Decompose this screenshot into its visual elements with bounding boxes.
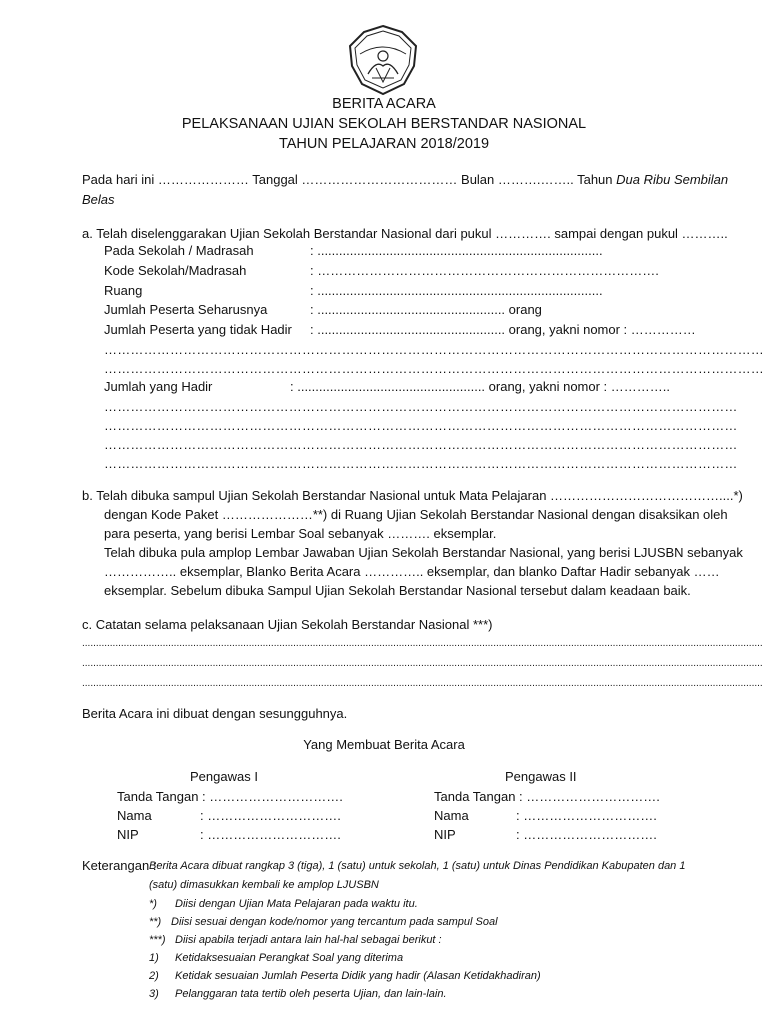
note-text: Ketidak sesuaian Jumlah Peserta Didik yang hadir (Alasan Ketidakhadiran) xyxy=(175,970,541,982)
tut-wuri-handayani-logo xyxy=(346,24,420,96)
dotted-line: ..................................................................................................................................................................................................................................................... xyxy=(82,678,763,689)
field-label-hadir: Jumlah yang Hadir xyxy=(104,379,213,394)
field-value-hadir: : .................................................... orang, yakni nomor : ………….. xyxy=(290,379,670,394)
section-b-line3: para peserta, yang berisi Lembar Soal sebanyak ………. eksemplar. xyxy=(104,526,497,541)
note-text: Ketidaksesuaian Perangkat Soal yang diterima xyxy=(175,952,404,964)
note-text: Pelanggaran tata tertib oleh peserta Ujian, dan lain-lain. xyxy=(175,988,447,1000)
dotted-line: ……………………………………………………………………………………………………………………………… xyxy=(104,437,738,452)
pengawas-1-title: Pengawas I xyxy=(190,769,258,784)
pengawas-1-nama-value: : …………………………. xyxy=(200,808,341,823)
note-text: Diisi apabila terjadi antara lain hal-hal sebagai berikut : xyxy=(175,934,442,946)
intro-year-words: Dua Ribu Sembilan xyxy=(616,172,729,187)
keterangan-line1: Berita Acara dibuat rangkap 3 (tiga), 1 (satu) untuk sekolah, 1 (satu) untuk Dinas Pendidikan Kabupaten dan 1 xyxy=(149,860,686,872)
dotted-line: …………………………………………………………………………………………………………………………………… xyxy=(104,342,764,357)
pengawas-1-nama-label: Nama xyxy=(117,808,152,823)
doc-title: BERITA ACARA xyxy=(332,96,436,112)
pengawas-1-nip-value: : …………………………. xyxy=(200,827,341,842)
section-b-line1: b. Telah dibuka sampul Ujian Sekolah Berstandar Nasional untuk Mata Pelajaran …………………………………....*) xyxy=(82,488,743,503)
field-label-sekolah: Pada Sekolah / Madrasah xyxy=(104,243,254,258)
section-b-line4: Telah dibuka pula amplop Lembar Jawaban Ujian Sekolah Berstandar Nasional, yang berisi LJUSBN sebanyak xyxy=(104,545,743,560)
pengawas-2-nama-value: : …………………………. xyxy=(516,808,657,823)
field-label-seharusnya: Jumlah Peserta Seharusnya xyxy=(104,302,268,317)
intro-date-text: Pada hari ini ………………… Tanggal ……………………………… Bulan ……….…….. Tahun xyxy=(82,172,613,187)
note-mark: 3) xyxy=(149,988,159,1000)
pengawas-2-ttd: Tanda Tangan : …………………………. xyxy=(434,789,660,804)
field-label-ruang: Ruang xyxy=(104,283,143,298)
note-mark: *) xyxy=(149,898,157,910)
doc-subtitle: PELAKSANAAN UJIAN SEKOLAH BERSTANDAR NASIONAL xyxy=(181,116,587,132)
pengawas-2-title: Pengawas II xyxy=(505,769,577,784)
field-value-kode: : ……………………………………………………………………. xyxy=(310,263,659,278)
field-value-seharusnya: : .................................................... orang xyxy=(310,302,542,317)
note-mark: ***) xyxy=(149,934,166,946)
signature-heading: Yang Membuat Berita Acara xyxy=(303,737,465,752)
pengawas-2-nip-value: : …………………………. xyxy=(516,827,657,842)
keterangan-label: Keterangan : xyxy=(82,858,157,873)
dotted-line: ……………………………………………………………………………………………………………………………… xyxy=(104,418,738,433)
intro-year-words-cont: Belas xyxy=(82,192,115,207)
field-value-tidak-hadir: : .................................................... orang, yakni nomor : …………… xyxy=(310,322,696,337)
section-b-line5: …………….. eksemplar, Blanko Berita Acara ………….. eksemplar, dan blanko Daftar Hadir sebanyak …… xyxy=(104,564,720,579)
note-mark: **) xyxy=(149,916,162,928)
section-b-line2: dengan Kode Paket …………………**) di Ruang Ujian Sekolah Berstandar Nasional dengan disaksikan oleh xyxy=(104,507,728,522)
section-b-line6: eksemplar. Sebelum dibuka Sampul Ujian Sekolah Berstandar Nasional tersebut dalam keadaan baik. xyxy=(104,583,691,598)
dotted-line: ……………………………………………………………………………………………………………………………… xyxy=(104,456,738,471)
doc-year: TAHUN PELAJARAN 2018/2019 xyxy=(278,136,490,152)
section-a-line1: a. Telah diselenggarakan Ujian Sekolah Berstandar Nasional dari pukul …………. sampai dengan pukul ……….. xyxy=(82,226,728,241)
dotted-line: ..................................................................................................................................................................................................................................................... xyxy=(82,638,763,649)
pengawas-2-nip-label: NIP xyxy=(434,827,456,842)
keterangan-line2: (satu) dimasukkan kembali ke amplop LJUSBN xyxy=(149,879,379,891)
section-c-line1: c. Catatan selama pelaksanaan Ujian Sekolah Berstandar Nasional ***) xyxy=(82,617,493,632)
field-value-sekolah: : ............................................................................... xyxy=(310,243,603,258)
dotted-line: ..................................................................................................................................................................................................................................................... xyxy=(82,658,763,669)
note-text: Diisi sesuai dengan kode/nomor yang tercantum pada sampul Soal xyxy=(171,916,498,928)
dotted-line: …………………………………………………………………………………………………………………………………… xyxy=(104,361,764,376)
pengawas-1-ttd: Tanda Tangan : …………………………. xyxy=(117,789,343,804)
field-value-ruang: : ............................................................................... xyxy=(310,283,603,298)
dotted-line: ……………………………………………………………………………………………………………………………… xyxy=(104,399,738,414)
note-text: Diisi dengan Ujian Mata Pelajaran pada waktu itu. xyxy=(175,898,418,910)
field-label-tidak-hadir: Jumlah Peserta yang tidak Hadir xyxy=(104,322,292,337)
closing-statement: Berita Acara ini dibuat dengan sesungguhnya. xyxy=(82,706,348,721)
pengawas-1-nip-label: NIP xyxy=(117,827,139,842)
field-label-kode: Kode Sekolah/Madrasah xyxy=(104,263,247,278)
note-mark: 1) xyxy=(149,952,159,964)
intro-line xyxy=(82,170,728,190)
note-mark: 2) xyxy=(149,970,159,982)
pengawas-2-nama-label: Nama xyxy=(434,808,469,823)
